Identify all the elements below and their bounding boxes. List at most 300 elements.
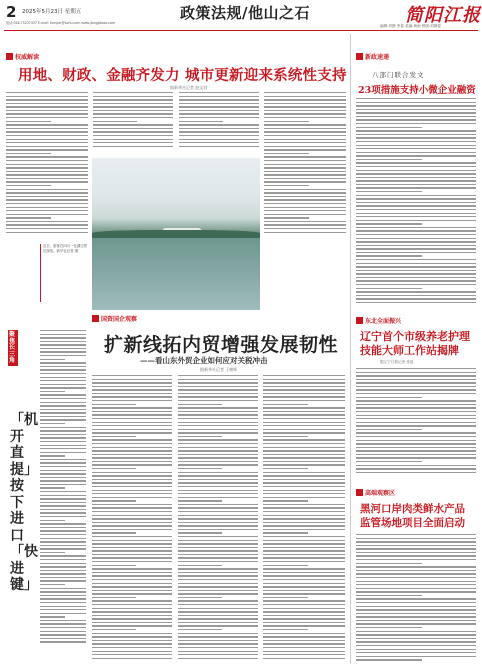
- text-line: [356, 223, 422, 224]
- text-line: [178, 532, 222, 533]
- text-line: [92, 561, 172, 562]
- text-line: [178, 604, 258, 605]
- text-line: [92, 393, 172, 394]
- text-line: [179, 103, 259, 104]
- text-line: [264, 185, 309, 186]
- text-line: [92, 529, 172, 530]
- text-line: [40, 362, 86, 363]
- tag-square-icon: [356, 489, 363, 496]
- text-line: [6, 153, 51, 154]
- text-line: [263, 475, 345, 476]
- photo-caption-box: [40, 244, 91, 302]
- text-line: [356, 112, 476, 113]
- text-line: [263, 418, 345, 419]
- text-line: [263, 629, 308, 630]
- text-line: [40, 387, 86, 388]
- text-line: [356, 573, 476, 574]
- text-line: [263, 447, 345, 448]
- photo-treeline: [92, 230, 260, 238]
- text-line: [92, 568, 172, 569]
- text-line: [263, 575, 345, 576]
- text-line: [179, 117, 259, 118]
- text-line: [264, 99, 346, 100]
- text-line: [92, 400, 172, 401]
- article1-col1: [6, 92, 88, 238]
- text-line: [263, 479, 345, 480]
- text-line: [40, 480, 86, 481]
- text-line: [356, 266, 476, 267]
- text-line: [40, 541, 86, 542]
- text-line: [356, 184, 476, 185]
- text-line: [93, 146, 173, 147]
- text-line: [356, 284, 476, 285]
- text-line: [92, 625, 172, 626]
- text-line: [263, 604, 345, 605]
- text-line: [356, 411, 476, 412]
- text-line: [264, 232, 346, 233]
- text-line: [356, 468, 476, 469]
- text-line: [178, 486, 258, 487]
- text-line: [356, 559, 476, 560]
- text-line: [40, 334, 86, 335]
- text-line: [263, 515, 345, 516]
- text-line: [263, 593, 345, 594]
- text-line: [263, 411, 345, 412]
- right-tag1: [356, 52, 389, 61]
- text-line: [178, 633, 258, 634]
- text-line: [356, 443, 476, 444]
- text-line: [356, 105, 476, 106]
- article2-col2: [178, 375, 258, 665]
- text-line: [263, 597, 308, 598]
- text-line: [263, 565, 308, 566]
- text-line: [356, 277, 476, 278]
- text-line: [6, 214, 88, 215]
- text-line: [264, 110, 346, 111]
- text-line: [40, 448, 86, 449]
- text-line: [40, 509, 86, 510]
- text-line: [356, 166, 476, 167]
- text-line: [178, 547, 258, 548]
- article2-col1: [92, 375, 172, 665]
- right-smallhead1: 八部门联合发文: [372, 71, 425, 79]
- masthead-logo: 简阳江报: [405, 5, 481, 26]
- text-line: [6, 135, 88, 136]
- text-line: [6, 210, 88, 211]
- text-line: [92, 407, 172, 408]
- text-line: [178, 468, 222, 469]
- text-line: [92, 447, 172, 448]
- text-line: [40, 623, 86, 624]
- text-line: [263, 633, 345, 634]
- text-line: [178, 586, 258, 587]
- text-line: [40, 631, 86, 632]
- text-line: [6, 121, 51, 122]
- text-line: [40, 534, 86, 535]
- text-line: [92, 418, 172, 419]
- text-line: [6, 99, 88, 100]
- text-line: [263, 583, 345, 584]
- text-line: [40, 427, 86, 428]
- right-tag3-label: 高端观察区: [365, 490, 396, 497]
- text-line: [264, 117, 346, 118]
- text-line: [263, 389, 345, 390]
- text-line: [178, 425, 258, 426]
- text-line: [40, 473, 86, 474]
- right-tag3: [356, 488, 395, 497]
- text-line: [356, 234, 476, 235]
- text-line: [356, 577, 476, 578]
- text-line: [263, 608, 345, 609]
- text-line: [356, 180, 476, 181]
- text-line: [40, 538, 86, 539]
- text-line: [263, 590, 345, 591]
- text-line: [178, 500, 222, 501]
- text-line: [40, 545, 86, 546]
- text-line: [6, 192, 88, 193]
- article1-byline: 据新华社记者 赵文君: [170, 85, 208, 90]
- text-line: [263, 525, 345, 526]
- text-line: [92, 575, 172, 576]
- text-line: [179, 139, 259, 140]
- text-line: [40, 412, 86, 413]
- text-line: [92, 450, 172, 451]
- text-line: [263, 561, 345, 562]
- text-line: [356, 127, 422, 128]
- text-line: [178, 454, 258, 455]
- text-line: [178, 622, 258, 623]
- text-line: [263, 482, 345, 483]
- text-line: [356, 170, 476, 171]
- text-line: [356, 98, 476, 99]
- text-line: [356, 415, 476, 416]
- text-line: [92, 532, 136, 533]
- text-line: [6, 139, 88, 140]
- text-line: [40, 580, 86, 581]
- text-line: [93, 103, 173, 104]
- text-line: [178, 396, 258, 397]
- text-line: [356, 566, 476, 567]
- text-line: [40, 520, 65, 521]
- tag-square-icon: [356, 53, 363, 60]
- text-line: [6, 156, 88, 157]
- text-line: [356, 288, 422, 289]
- text-line: [264, 189, 346, 190]
- text-line: [263, 393, 345, 394]
- text-line: [263, 422, 345, 423]
- text-line: [263, 439, 345, 440]
- article2-byline: 据新华社记者 王朝晖: [200, 367, 238, 372]
- text-line: [178, 450, 258, 451]
- text-line: [40, 394, 86, 395]
- text-line: [264, 156, 346, 157]
- text-line: [92, 572, 172, 573]
- photo-water: [92, 238, 260, 310]
- text-line: [178, 422, 258, 423]
- text-line: [179, 131, 259, 132]
- text-line: [178, 575, 258, 576]
- text-line: [92, 468, 136, 469]
- text-line: [93, 131, 173, 132]
- text-line: [356, 652, 476, 653]
- text-line: [264, 228, 346, 229]
- article1-col4: [264, 92, 346, 238]
- text-line: [356, 220, 476, 221]
- text-line: [263, 540, 345, 541]
- text-line: [356, 137, 476, 138]
- text-line: [356, 465, 476, 466]
- text-line: [92, 554, 172, 555]
- text-line: [92, 583, 172, 584]
- text-line: [40, 566, 86, 567]
- text-line: [40, 330, 86, 331]
- text-line: [356, 302, 476, 303]
- header-rule: [4, 30, 478, 31]
- column1-title: 「机开直提」按下进口「快进键」: [10, 412, 38, 593]
- text-line: [178, 593, 258, 594]
- text-line: [178, 457, 258, 458]
- text-line: [92, 615, 172, 616]
- text-line: [356, 472, 476, 473]
- text-line: [92, 633, 172, 634]
- text-line: [40, 588, 86, 589]
- text-line: [356, 620, 476, 621]
- text-line: [356, 245, 476, 246]
- text-line: [40, 516, 86, 517]
- text-line: [178, 643, 258, 644]
- text-line: [92, 482, 172, 483]
- text-line: [356, 263, 476, 264]
- text-line: [264, 207, 346, 208]
- text-line: [40, 577, 86, 578]
- text-line: [263, 407, 345, 408]
- text-line: [92, 493, 172, 494]
- text-line: [178, 418, 258, 419]
- text-line: [92, 586, 172, 587]
- text-line: [6, 199, 88, 200]
- text-line: [264, 103, 346, 104]
- text-line: [40, 377, 86, 378]
- text-line: [263, 579, 345, 580]
- text-line: [92, 547, 172, 548]
- text-line: [40, 434, 86, 435]
- text-line: [178, 540, 258, 541]
- text-line: [356, 454, 476, 455]
- text-line: [178, 447, 258, 448]
- right-tag1-label: 新政速递: [365, 54, 390, 61]
- text-line: [264, 171, 346, 172]
- text-line: [178, 629, 222, 630]
- text-line: [178, 382, 258, 383]
- text-line: [6, 124, 88, 125]
- text-line: [40, 638, 86, 639]
- text-line: [40, 359, 65, 360]
- text-line: [356, 393, 476, 394]
- text-line: [356, 216, 476, 217]
- column1-tag-label: 聚焦长三角: [9, 331, 16, 365]
- text-line: [92, 579, 172, 580]
- text-line: [40, 627, 86, 628]
- right-head3: 黑河口岸肉类鲜水产品监管场地项目全面启动: [360, 503, 465, 529]
- text-line: [6, 103, 88, 104]
- text-line: [356, 173, 476, 174]
- text-line: [178, 608, 258, 609]
- text-line: [356, 397, 422, 398]
- text-line: [356, 602, 476, 603]
- text-line: [178, 464, 258, 465]
- text-line: [264, 214, 346, 215]
- text-line: [92, 629, 136, 630]
- text-line: [264, 96, 346, 97]
- text-line: [356, 205, 476, 206]
- text-line: [263, 461, 345, 462]
- text-line: [178, 475, 258, 476]
- text-line: [356, 555, 476, 556]
- text-line: [356, 634, 476, 635]
- text-line: [264, 192, 346, 193]
- text-line: [92, 396, 172, 397]
- text-line: [263, 532, 308, 533]
- text-line: [356, 440, 476, 441]
- text-line: [263, 643, 345, 644]
- text-line: [40, 369, 86, 370]
- text-line: [40, 616, 65, 617]
- text-line: [356, 545, 476, 546]
- text-line: [356, 259, 476, 260]
- text-line: [40, 620, 86, 621]
- text-line: [178, 443, 258, 444]
- text-line: [40, 416, 86, 417]
- text-line: [178, 436, 222, 437]
- text-line: [92, 472, 172, 473]
- page-number: 2: [6, 3, 17, 21]
- text-line: [40, 366, 86, 367]
- text-line: [92, 543, 172, 544]
- text-line: [356, 375, 476, 376]
- text-line: [263, 425, 345, 426]
- text-line: [92, 454, 172, 455]
- text-line: [263, 490, 345, 491]
- text-line: [40, 555, 86, 556]
- text-line: [40, 570, 86, 571]
- text-line: [40, 598, 86, 599]
- text-line: [263, 436, 308, 437]
- text-line: [40, 441, 86, 442]
- text-line: [92, 550, 172, 551]
- text-line: [40, 419, 86, 420]
- text-line: [264, 106, 346, 107]
- right-head1: 23项措施支持小微企业融资: [358, 85, 476, 96]
- text-line: [356, 295, 476, 296]
- text-line: [40, 384, 86, 385]
- text-line: [93, 142, 173, 143]
- text-line: [356, 389, 476, 390]
- text-line: [92, 422, 172, 423]
- text-line: [92, 608, 172, 609]
- text-line: [263, 636, 345, 637]
- text-line: [264, 217, 309, 218]
- text-line: [264, 139, 346, 140]
- text-line: [263, 472, 345, 473]
- text-line: [264, 121, 309, 122]
- article2-subheadline: ——看山东外贸企业如何应对关税冲击: [140, 356, 268, 365]
- text-line: [92, 511, 172, 512]
- text-line: [356, 457, 476, 458]
- text-line: [92, 618, 172, 619]
- text-line: [356, 613, 476, 614]
- text-line: [178, 482, 258, 483]
- text-line: [356, 177, 476, 178]
- text-line: [40, 351, 86, 352]
- page-header: [0, 0, 482, 48]
- text-line: [263, 518, 345, 519]
- text-line: [178, 651, 258, 652]
- text-line: [6, 221, 88, 222]
- text-line: [6, 224, 88, 225]
- text-line: [40, 466, 86, 467]
- text-line: [179, 113, 259, 114]
- text-line: [92, 429, 172, 430]
- text-line: [263, 529, 345, 530]
- text-line: [6, 113, 88, 114]
- text-line: [263, 615, 345, 616]
- text-line: [6, 106, 88, 107]
- text-line: [356, 270, 476, 271]
- text-line: [263, 536, 345, 537]
- text-line: [356, 116, 476, 117]
- text-line: [40, 470, 86, 471]
- text-line: [40, 523, 86, 524]
- right-head2: 辽宁首个市级养老护理技能大师工作站揭牌: [360, 330, 470, 357]
- text-line: [263, 647, 345, 648]
- text-line: [92, 658, 172, 659]
- text-line: [178, 568, 258, 569]
- text-line: [356, 656, 476, 657]
- text-line: [356, 432, 476, 433]
- text-line: [264, 196, 346, 197]
- text-line: [263, 611, 345, 612]
- text-line: [40, 548, 86, 549]
- text-line: [356, 645, 476, 646]
- text-line: [356, 563, 422, 564]
- text-line: [40, 459, 86, 460]
- text-line: [92, 643, 172, 644]
- text-line: [263, 414, 345, 415]
- text-line: [93, 92, 173, 93]
- text-line: [356, 659, 422, 660]
- text-line: [6, 92, 88, 93]
- text-line: [178, 439, 258, 440]
- text-line: [40, 373, 86, 374]
- text-line: [356, 584, 476, 585]
- text-line: [356, 591, 476, 592]
- text-line: [178, 375, 258, 376]
- text-line: [178, 579, 258, 580]
- text-line: [6, 110, 88, 111]
- text-line: [178, 565, 222, 566]
- text-line: [178, 590, 258, 591]
- text-line: [178, 543, 258, 544]
- article1-tag-label: 权威解读: [15, 54, 40, 61]
- text-line: [263, 522, 345, 523]
- text-line: [40, 591, 86, 592]
- text-line: [178, 400, 258, 401]
- text-line: [93, 110, 173, 111]
- text-line: [6, 185, 51, 186]
- text-line: [92, 432, 172, 433]
- text-line: [178, 472, 258, 473]
- text-line: [178, 640, 258, 641]
